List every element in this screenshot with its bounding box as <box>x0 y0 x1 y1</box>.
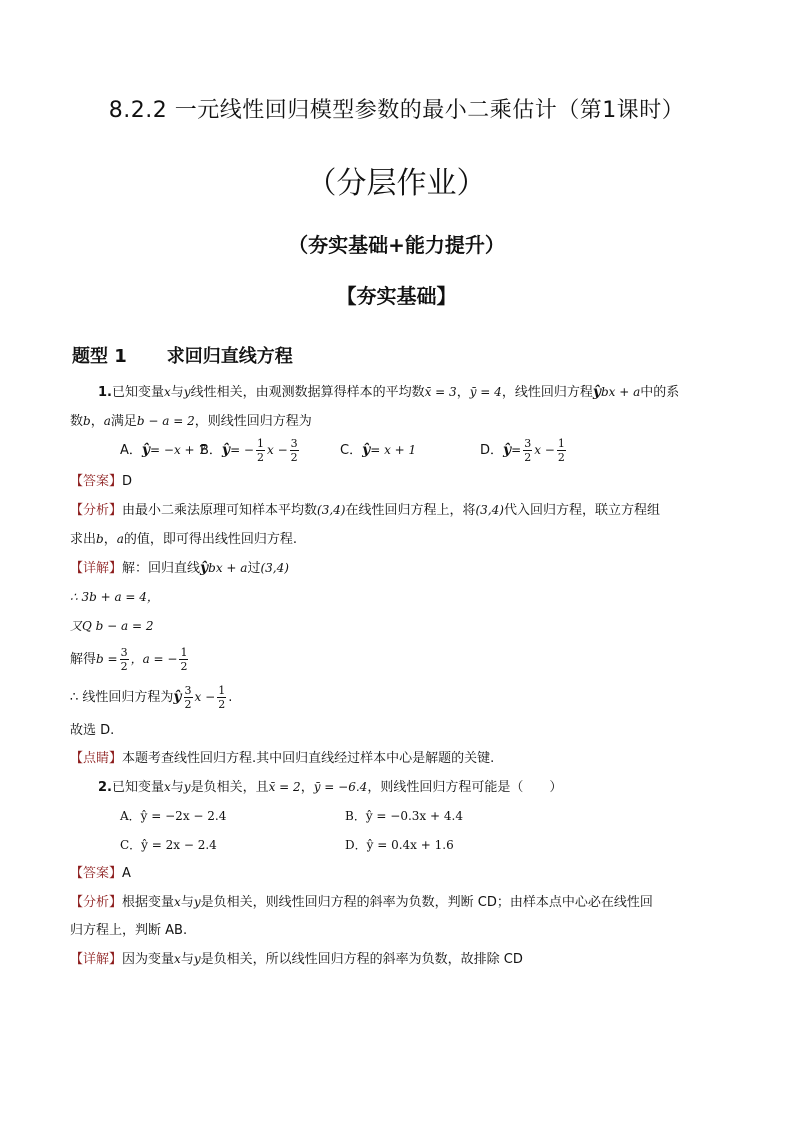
detail-text: 是负相关，所以线性回归方程的斜率为负数，故排除 CD <box>200 952 523 967</box>
numerator: 3 <box>120 646 128 659</box>
q2-text: ， <box>300 780 314 795</box>
fraction <box>184 684 193 711</box>
page-title: 8.2.2 一元线性回归模型参数的最小二乘估计（第1课时） <box>108 98 685 123</box>
fraction <box>290 437 299 464</box>
q1-analysis-2 <box>70 525 735 554</box>
analysis-text: 的值，即可得出线性回归方程. <box>123 532 298 547</box>
q1-text: 满足 <box>110 414 137 429</box>
q2-options-row-2 <box>70 831 735 860</box>
var-b: b <box>83 414 91 428</box>
q1-text: ， <box>90 414 104 429</box>
q2-text: 是负相关，且 <box>190 780 269 795</box>
analysis-text: 是负相关，则线性回归方程的斜率为负数，判断 CD；由样本点中心必在线性回 <box>200 895 653 910</box>
analysis-text: 归方程上，判断 AB. <box>70 923 188 938</box>
numerator: 1 <box>218 684 226 697</box>
var-a: a <box>116 532 124 546</box>
step-text: 故选 D. <box>70 723 115 738</box>
q1-text: ，则线性回归方程为 <box>194 414 312 429</box>
q1-text: 已知变量 <box>111 385 164 400</box>
denominator: 2 <box>184 698 192 711</box>
var-x: x <box>174 895 181 909</box>
yhat-icon: ŷ <box>592 384 601 400</box>
q1-text: 数 <box>70 414 84 429</box>
detail-text: 与 <box>180 952 194 967</box>
var-x: x <box>174 952 181 966</box>
answer-tag: 【答案】 <box>70 474 123 489</box>
var-y: y <box>183 385 191 399</box>
step-text: 解得 <box>70 652 97 667</box>
condition: b − a = 2 <box>136 414 195 428</box>
var-y: y <box>193 952 201 966</box>
answer-tag: 【答案】 <box>70 866 123 881</box>
q1-text: 线性相关，由观测数据算得样本的平均数 <box>190 385 425 400</box>
option-d <box>480 436 568 465</box>
sample-center: (3,4) <box>475 503 504 517</box>
option-label: A． <box>120 443 142 458</box>
q1-choose <box>70 717 735 745</box>
q1-text: ，线性回归方程 <box>501 385 593 400</box>
denominator: 2 <box>180 660 188 673</box>
step-text: ∴ 线性回归方程为 <box>70 690 174 705</box>
yhat-icon: ŷ <box>173 689 182 705</box>
analysis-tag: 【分析】 <box>70 503 123 518</box>
question-body <box>70 378 735 974</box>
fraction <box>217 684 226 711</box>
mean-y: ȳ = 4 <box>469 385 502 399</box>
option-expr: = <box>511 443 522 457</box>
numerator: 3 <box>524 437 532 450</box>
var-b: b <box>96 532 104 546</box>
answer-value: D <box>122 474 133 489</box>
q1-detail <box>70 554 735 583</box>
section-heading: 【夯实基础】 <box>336 284 457 308</box>
numerator: 1 <box>180 646 188 659</box>
q2-text: 与 <box>170 780 184 795</box>
analysis-tag: 【分析】 <box>70 895 123 910</box>
q1-line-2 <box>70 407 735 436</box>
denominator: 2 <box>257 451 264 464</box>
q1-step-1 <box>70 583 735 612</box>
q1-solve <box>70 641 735 677</box>
fraction <box>120 646 129 673</box>
mean-x: x̄ = 3 <box>424 385 457 399</box>
yhat-icon: ŷ <box>200 560 209 576</box>
numerator: 3 <box>290 437 298 450</box>
numerator: 3 <box>184 684 192 697</box>
yhat-icon: ŷ <box>362 442 371 458</box>
analysis-text: 求出 <box>70 532 97 547</box>
fraction <box>557 437 566 464</box>
equation-rhs: bx + a <box>600 385 641 399</box>
denominator: 2 <box>524 451 532 464</box>
detail-text: 因为变量 <box>122 952 175 967</box>
q2-text: 已知变量 <box>111 780 164 795</box>
page-subtitle: （分层作业） <box>306 166 487 201</box>
option-expr: = x + 1 <box>370 443 417 457</box>
fraction <box>523 437 532 464</box>
option-a <box>120 436 207 465</box>
denominator: 2 <box>120 660 128 673</box>
yhat-icon: ŷ <box>221 442 231 458</box>
comment-text: 本题考查线性回归方程.其中回归直线经过样本中心是解题的关键. <box>122 751 495 766</box>
numerator: 1 <box>557 437 565 450</box>
detail-text: 解：回归直线 <box>122 561 201 576</box>
yhat-icon: ŷ <box>141 442 151 458</box>
yhat-icon: ŷ <box>503 442 512 458</box>
denominator: 2 <box>557 451 565 464</box>
sample-center: (3,4) <box>317 503 346 517</box>
option-c: C．ŷ = 2x − 2.4 <box>120 838 217 852</box>
detail-tag: 【详解】 <box>70 561 123 576</box>
detail-text: 过 <box>247 561 261 576</box>
topic-label: 题型 1 <box>72 346 127 367</box>
option-b: B．ŷ = −0.3x + 4.4 <box>345 809 463 823</box>
q1-comment <box>70 745 735 773</box>
q2-line-1 <box>70 773 735 802</box>
option-expr: x − <box>267 443 288 457</box>
q1-conclusion <box>70 677 735 717</box>
step-text: . <box>228 690 233 705</box>
q2-analysis-1 <box>70 888 735 917</box>
q2-options-row-1 <box>70 802 735 831</box>
q2-detail <box>70 945 735 974</box>
fraction <box>179 646 188 673</box>
var-y: y <box>193 895 201 909</box>
fraction <box>256 437 265 464</box>
equation-rhs: bx + a <box>208 561 248 575</box>
topic-name: 求回归直线方程 <box>166 346 293 367</box>
q1-analysis-1 <box>70 496 735 525</box>
mean-x: x̄ = 2 <box>268 780 301 794</box>
option-expr: x − <box>534 443 555 457</box>
detail-tag: 【详解】 <box>70 952 123 967</box>
option-c <box>340 436 480 465</box>
var-a: a <box>103 414 111 428</box>
comment-tag: 【点睛】 <box>70 751 123 766</box>
mean-y: ȳ = −6.4 <box>313 780 368 794</box>
q1-options <box>70 436 735 468</box>
analysis-text: 在线性回归方程上，将 <box>345 503 476 518</box>
option-label: B． <box>200 443 222 458</box>
option-label: C． <box>340 443 363 458</box>
denominator: 2 <box>290 451 298 464</box>
analysis-text: 由最小二乘法原理可知样本平均数 <box>122 503 318 518</box>
option-expr: = −x + 7 <box>150 443 207 457</box>
numerator: 1 <box>257 437 264 450</box>
option-b <box>200 436 340 465</box>
q2-text: ，则线性回归方程可能是（ ） <box>367 780 563 795</box>
topic-heading <box>72 342 293 368</box>
q1-text: ， <box>456 385 470 400</box>
denominator: 2 <box>218 698 226 711</box>
q2-answer <box>70 860 735 888</box>
option-label: D． <box>480 443 504 458</box>
q1-text: 中的系 <box>640 385 680 400</box>
step-text: ，a = − <box>130 652 178 666</box>
q2-number: 2. <box>98 780 112 795</box>
q1-number: 1. <box>98 385 112 400</box>
q1-line-1 <box>70 378 735 407</box>
option-a: A．ŷ = −2x − 2.4 <box>120 809 227 823</box>
analysis-text: 与 <box>180 895 194 910</box>
var-x: x <box>164 780 171 794</box>
option-d: D．ŷ = 0.4x + 1.6 <box>345 838 454 852</box>
analysis-text: 根据变量 <box>122 895 175 910</box>
var-x: x <box>164 385 171 399</box>
q1-answer <box>70 468 735 496</box>
q1-step-2 <box>70 612 735 641</box>
q2-analysis-2 <box>70 917 735 945</box>
sample-center: (3,4) <box>260 561 289 575</box>
option-expr: = − <box>230 443 254 457</box>
step-text: ∴ 3b + a = 4， <box>70 590 159 604</box>
step-text: b = <box>96 652 118 666</box>
analysis-text: ， <box>103 532 117 547</box>
step-text: 又Q b − a = 2 <box>70 619 154 633</box>
level-heading: （夯实基础+能力提升） <box>288 233 505 257</box>
step-text: x − <box>194 690 216 704</box>
analysis-text: 代入回归方程，联立方程组 <box>503 503 660 518</box>
var-y: y <box>183 780 191 794</box>
answer-value: A <box>122 866 131 881</box>
q1-text: 与 <box>170 385 184 400</box>
